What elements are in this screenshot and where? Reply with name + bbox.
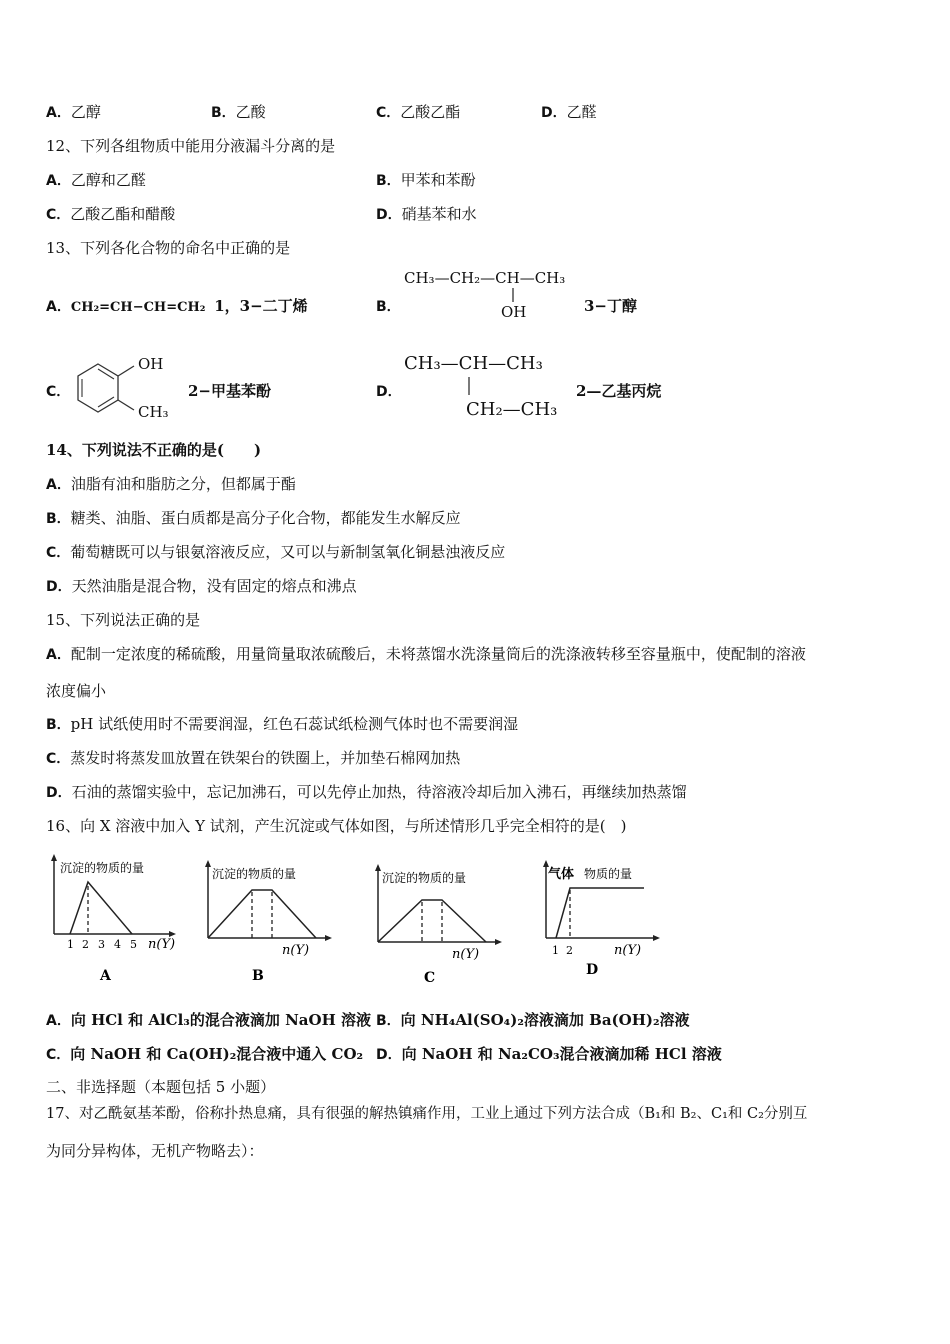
graph-a-curve (70, 882, 132, 934)
q13-b-oh: OH (501, 303, 527, 321)
graph-b-ylabel: 沉淀的物质的量 (212, 867, 297, 881)
q16-option-d: D．向 NaOH 和 Na₂CO₃混合液滴加稀 HCl 溶液 (376, 1045, 722, 1063)
graph-c (370, 862, 520, 988)
q13-option-c-letter: C． (46, 384, 71, 400)
q14-option-c: C．葡萄糖既可以与银氨溶液反应，又可以与新制氢氧化铜悬浊液反应 (46, 543, 506, 561)
q15-stem: 15、下列说法正确的是 (46, 611, 201, 629)
q13-c-name: 2−甲基苯酚 (188, 382, 272, 400)
graph-a-y-arrow (51, 854, 57, 861)
section-two-heading: 二、非选择题（本题包括 5 小题） (46, 1078, 276, 1096)
graph-d-x-arrow (653, 935, 660, 941)
q11-option-a: A．乙醇 (46, 103, 101, 121)
graph-c-curve (378, 900, 486, 942)
q13-b-chain: CH₃—CH₂—CH—CH₃ (404, 269, 566, 287)
q12-option-b: B．甲苯和苯酚 (376, 171, 476, 189)
graph-a-tick: 1 (67, 938, 74, 951)
q16-stem: 16、向 X 溶液中加入 Y 试剂，产生沉淀或气体如图，与所述情形几乎完全相符的是( ) (46, 817, 627, 835)
graph-b-x-arrow (325, 935, 332, 941)
graph-d-ylabel-bold: 气体 (548, 867, 575, 882)
q14-stem: 14、下列说法不正确的是( ) (46, 441, 262, 459)
q17-line-2: 为同分异构体，无机产物略去）： (46, 1142, 264, 1160)
graph-d-tick: 1 (552, 944, 559, 957)
graph-a-tick: 3 (98, 938, 105, 951)
q15-option-a-cont: 浓度偏小 (46, 682, 107, 700)
q13-b-name: 3−丁醇 (584, 297, 638, 315)
q13-c-oh: OH (138, 355, 164, 373)
graph-c-ylabel: 沉淀的物质的量 (382, 871, 467, 885)
graph-b-xlabel: n(Y) (282, 943, 310, 958)
graph-b-label: B (252, 968, 264, 984)
q17-line-1: 17、对乙酰氨基苯酚，俗称扑热息痛，具有很强的解热镇痛作用，工业上通过下列方法合成（B₁和 B₂、C₁和 C₂分别互 (46, 1106, 808, 1122)
graph-d-curve (556, 888, 644, 938)
graph-d-label: D (586, 962, 599, 978)
q13-c-ch3: CH₃ (138, 403, 169, 421)
q13-option-b-letter: B． (376, 299, 401, 315)
q13-d-top: CH₃—CH—CH₃ (404, 353, 543, 374)
q16-option-c: C．向 NaOH 和 Ca(OH)₂混合液中通入 CO₂ (46, 1045, 364, 1063)
graph-d-xlabel: n(Y) (614, 943, 642, 958)
q13-d-bond (464, 377, 474, 399)
q11-option-b: B．乙酸 (211, 103, 266, 121)
graph-a-label: A (100, 968, 111, 984)
graph-a-tick: 4 (114, 938, 121, 951)
graph-d-tick: 2 (566, 944, 573, 957)
q12-option-a: A．乙醇和乙醛 (46, 171, 146, 189)
graph-c-y-arrow (375, 864, 381, 871)
q15-option-c: C．蒸发时将蒸发皿放置在铁架台的铁圈上，并加垫石棉网加热 (46, 749, 461, 767)
graph-a-tick: 2 (82, 938, 89, 951)
q15-option-d: D．石油的蒸馏实验中，忘记加沸石，可以先停止加热，待溶液冷却后加入沸石，再继续加热蒸馏 (46, 783, 687, 801)
graph-c-label: C (424, 970, 436, 986)
graph-a (44, 852, 194, 984)
q16-option-b: B．向 NH₄Al(SO₄)₂溶液滴加 Ba(OH)₂溶液 (376, 1011, 690, 1029)
q11-option-c: C．乙酸乙酯 (376, 103, 461, 121)
q13-option-d-letter: D． (376, 384, 402, 400)
graph-a-ylabel: 沉淀的物质的量 (60, 861, 145, 875)
q12-option-d: D．硝基苯和水 (376, 205, 477, 223)
q15-option-b: B．pH 试纸使用时不需要润湿，红色石蕊试纸检测气体时也不需要润湿 (46, 715, 519, 733)
q11-option-d: D．乙醛 (541, 103, 597, 121)
graph-b (200, 858, 350, 984)
q16-option-a: A．向 HCl 和 AlCl₃的混合液滴加 NaOH 溶液 (46, 1011, 371, 1029)
q13-d-name: 2—乙基丙烷 (576, 382, 662, 400)
graph-d (538, 858, 668, 984)
graph-c-x-arrow (495, 939, 502, 945)
q13-stem: 13、下列各化合物的命名中正确的是 (46, 239, 291, 257)
q14-option-b: B．糖类、油脂、蛋白质都是高分子化合物，都能发生水解反应 (46, 509, 461, 527)
graph-c-xlabel: n(Y) (452, 947, 480, 962)
q12-stem: 12、下列各组物质中能用分液漏斗分离的是 (46, 137, 336, 155)
q13-d-bottom: CH₂—CH₃ (466, 399, 558, 420)
graph-b-y-arrow (205, 860, 211, 867)
q14-option-d: D．天然油脂是混合物，没有固定的熔点和沸点 (46, 577, 357, 595)
graph-b-curve (208, 890, 316, 938)
q12-option-c: C．乙酸乙酯和醋酸 (46, 205, 176, 223)
q14-option-a: A．油脂有油和脂肪之分，但都属于酯 (46, 475, 296, 493)
q13-option-a: A．CH₂=CH−CH=CH₂ 1，3−二丁烯 (46, 297, 308, 315)
graph-d-y-arrow (543, 860, 549, 867)
graph-a-xlabel: n(Y) (148, 937, 176, 952)
graph-a-tick: 5 (130, 938, 137, 951)
q15-option-a: A．配制一定浓度的稀硫酸，用量筒量取浓硫酸后，未将蒸馏水洗涤量筒后的洗涤液转移至容量瓶中，使配制的溶液 (46, 645, 806, 663)
graph-d-ylabel: 物质的量 (584, 867, 633, 881)
